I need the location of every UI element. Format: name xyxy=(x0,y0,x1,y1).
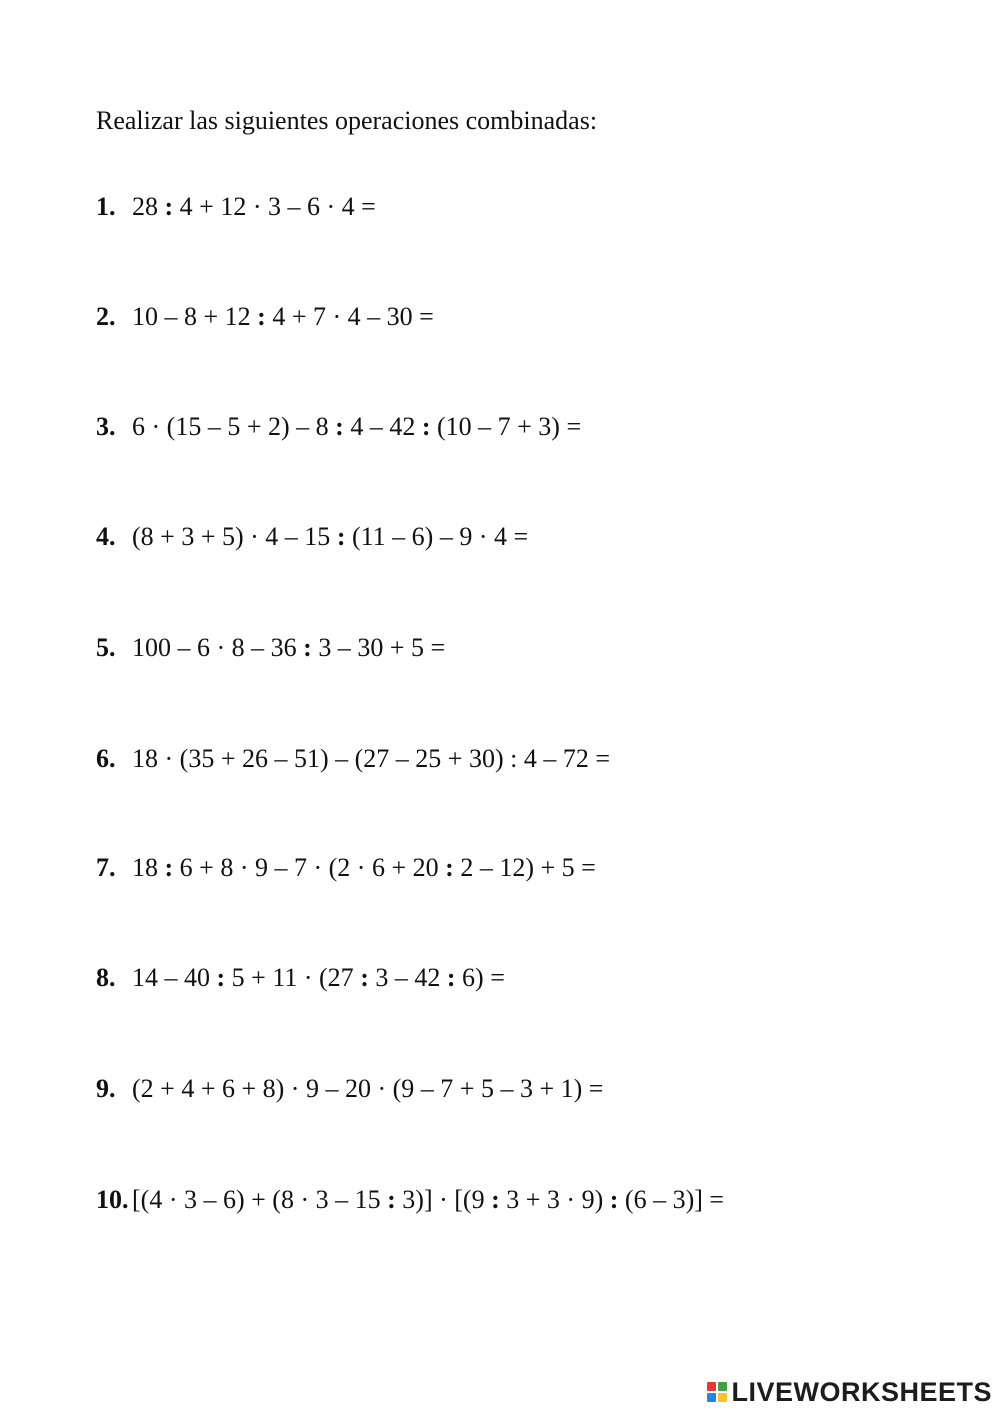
exercise-expression: 6 · (15 – 5 + 2) – 8 : 4 – 42 : (10 – 7 + 3) = xyxy=(132,412,582,441)
exercise-4 xyxy=(96,520,528,554)
exercise-10 xyxy=(96,1183,724,1217)
exercise-number: 10. xyxy=(96,1185,129,1214)
exercise-expression: 10 – 8 + 12 : 4 + 7 · 4 – 30 = xyxy=(132,302,434,331)
logo-square xyxy=(707,1393,716,1402)
logo-square xyxy=(718,1393,727,1402)
exercise-expression: (8 + 3 + 5) · 4 – 15 : (11 – 6) – 9 · 4 = xyxy=(132,522,529,551)
exercise-2 xyxy=(96,300,434,334)
exercise-7 xyxy=(96,851,596,885)
exercise-5 xyxy=(96,631,445,665)
exercise-number: 1. xyxy=(96,192,116,221)
exercise-expression: 28 : 4 + 12 · 3 – 6 · 4 = xyxy=(132,192,376,221)
instruction-text: Realizar las siguientes operaciones combinadas: xyxy=(96,106,598,135)
exercise-number: 5. xyxy=(96,633,116,662)
exercise-6 xyxy=(96,742,610,776)
exercise-expression: 100 – 6 · 8 – 36 : 3 – 30 + 5 = xyxy=(132,633,446,662)
exercise-expression: 18 : 6 + 8 · 9 – 7 · (2 · 6 + 20 : 2 – 12) + 5 = xyxy=(132,853,596,882)
exercise-expression: [(4 · 3 – 6) + (8 · 3 – 15 : 3)] · [(9 : 3 + 3 · 9) : (6 – 3)] = xyxy=(132,1185,725,1214)
exercise-9 xyxy=(96,1072,603,1106)
exercise-expression: 14 – 40 : 5 + 11 · (27 : 3 – 42 : 6) = xyxy=(132,963,505,992)
liveworksheets-logo-icon xyxy=(707,1382,727,1402)
exercise-number: 7. xyxy=(96,853,116,882)
exercise-number: 4. xyxy=(96,522,116,551)
exercise-expression: 18 · (35 + 26 – 51) – (27 – 25 + 30) : 4 – 72 = xyxy=(132,744,611,773)
exercise-number: 2. xyxy=(96,302,116,331)
exercise-8 xyxy=(96,961,505,995)
liveworksheets-brand xyxy=(707,1377,992,1407)
exercise-number: 6. xyxy=(96,744,116,773)
exercise-number: 8. xyxy=(96,963,116,992)
exercise-number: 3. xyxy=(96,412,116,441)
exercise-3 xyxy=(96,410,581,444)
logo-square xyxy=(718,1382,727,1391)
brand-name: LIVEWORKSHEETS xyxy=(731,1376,992,1407)
exercise-1 xyxy=(96,190,376,224)
exercise-number: 9. xyxy=(96,1074,116,1103)
logo-square xyxy=(707,1382,716,1391)
exercise-expression: (2 + 4 + 6 + 8) · 9 – 20 · (9 – 7 + 5 – 3 + 1) = xyxy=(132,1074,604,1103)
